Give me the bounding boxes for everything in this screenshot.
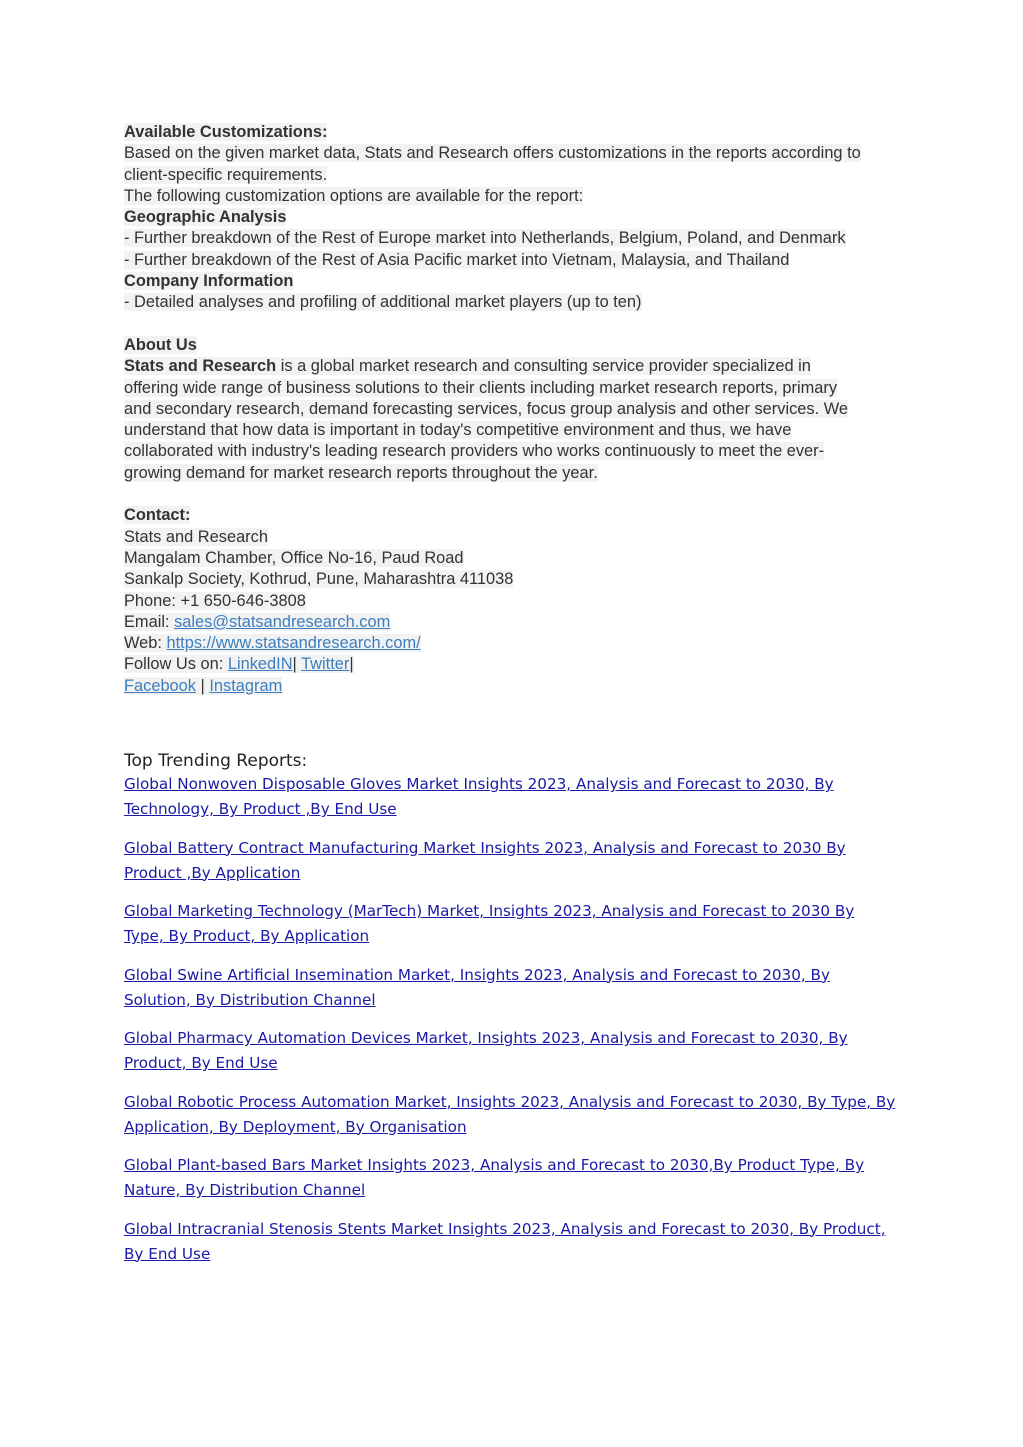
about-text: and secondary research, demand forecasting services, focus group analysis and other services. We <box>124 399 848 418</box>
contact-phone: Phone: +1 650-646-3808 <box>124 591 306 610</box>
facebook-link[interactable]: Facebook <box>124 676 196 695</box>
customizations-intro: The following customization options are available for the report: <box>124 186 584 205</box>
report-link-line: Global Nonwoven Disposable Gloves Market Insights 2023, Analysis and Forecast to 2030, By <box>124 775 834 794</box>
report-link-line: Product, By End Use <box>124 1054 278 1073</box>
twitter-link[interactable]: Twitter <box>301 655 350 674</box>
contact-section <box>124 505 904 697</box>
report-link-line: By End Use <box>124 1244 211 1263</box>
report-link[interactable] <box>124 1217 904 1267</box>
report-link-line: Global Battery Contract Manufacturing Market Insights 2023, Analysis and Forecast to 2030 By <box>124 838 846 857</box>
geographic-item: - Further breakdown of the Rest of Europe market into Netherlands, Belgium, Poland, and Denmark <box>124 229 846 248</box>
company-information-item: - Detailed analyses and profiling of additional market players (up to ten) <box>124 293 642 312</box>
instagram-link[interactable]: Instagram <box>209 676 283 695</box>
customizations-intro: Based on the given market data, Stats and Research offers customizations in the reports according to <box>124 144 861 163</box>
report-link[interactable] <box>124 963 904 1013</box>
customizations-intro: client-specific requirements. <box>124 165 328 184</box>
about-text: understand that how data is important in today's competitive environment and thus, we have <box>124 421 792 440</box>
report-link-line: Global Plant-based Bars Market Insights 2023, Analysis and Forecast to 2030,By Product Type, By <box>124 1156 865 1175</box>
document-page <box>124 122 904 1280</box>
report-link-line: Application, By Deployment, By Organisation <box>124 1117 467 1136</box>
report-link-line: Global Robotic Process Automation Market, Insights 2023, Analysis and Forecast to 2030, By Type, By <box>124 1092 896 1111</box>
trending-heading: Top Trending Reports: <box>124 751 308 772</box>
about-text: offering wide range of business solutions to their clients including market research reports, primary <box>124 378 838 397</box>
report-link-line: Solution, By Distribution Channel <box>124 990 376 1009</box>
report-link[interactable] <box>124 1153 904 1203</box>
contact-address: Sankalp Society, Kothrud, Pune, Maharashtra 411038 <box>124 570 514 589</box>
trending-report-list <box>124 772 904 1267</box>
about-text: is a global market research and consulting service provider specialized in <box>276 357 811 376</box>
report-link-line: Product ,By Application <box>124 863 301 882</box>
trending-section <box>124 750 904 1267</box>
web-label: Web: <box>124 634 167 653</box>
customizations-heading: Available Customizations: <box>124 123 328 141</box>
separator: | <box>349 655 354 674</box>
report-link-line: Technology, By Product ,By End Use <box>124 800 397 819</box>
contact-name: Stats and Research <box>124 527 268 546</box>
website-link[interactable]: https://www.statsandresearch.com/ <box>166 634 421 653</box>
report-link-line: Type, By Product, By Application <box>124 927 370 946</box>
report-link-line: Global Marketing Technology (MarTech) Market, Insights 2023, Analysis and Forecast to 2030 By <box>124 902 855 921</box>
report-link[interactable] <box>124 1026 904 1076</box>
contact-address: Mangalam Chamber, Office No-16, Paud Road <box>124 548 464 567</box>
linkedin-link[interactable]: LinkedIN <box>227 655 293 674</box>
about-company-name: Stats and Research <box>124 357 277 376</box>
report-link[interactable] <box>124 772 904 822</box>
report-link-line: Nature, By Distribution Channel <box>124 1181 366 1200</box>
report-link-line: Global Swine Artificial Insemination Market, Insights 2023, Analysis and Forecast to 2030, By <box>124 965 830 984</box>
customizations-section <box>124 122 904 314</box>
report-link-line: Global Pharmacy Automation Devices Market, Insights 2023, Analysis and Forecast to 2030, By <box>124 1029 848 1048</box>
follow-label: Follow Us on: <box>124 655 228 674</box>
email-link[interactable]: sales@statsandresearch.com <box>174 612 391 631</box>
report-link-line: Global Intracranial Stenosis Stents Market Insights 2023, Analysis and Forecast to 2030, By Product, <box>124 1219 886 1238</box>
geographic-item: - Further breakdown of the Rest of Asia Pacific market into Vietnam, Malaysia, and Thailand <box>124 250 790 269</box>
contact-heading: Contact: <box>124 506 191 525</box>
about-section <box>124 335 904 484</box>
geographic-analysis-heading: Geographic Analysis <box>124 208 287 227</box>
email-label: Email: <box>124 612 175 631</box>
separator: | <box>292 655 297 674</box>
about-text: growing demand for market research reports throughout the year. <box>124 463 598 482</box>
report-link[interactable] <box>124 899 904 949</box>
separator: | <box>195 676 210 695</box>
about-text: collaborated with industry's leading research providers who works continuously to meet the ever- <box>124 442 825 461</box>
company-information-heading: Company Information <box>124 272 294 291</box>
report-link[interactable] <box>124 1090 904 1140</box>
about-heading: About Us <box>124 335 197 354</box>
report-link[interactable] <box>124 836 904 886</box>
